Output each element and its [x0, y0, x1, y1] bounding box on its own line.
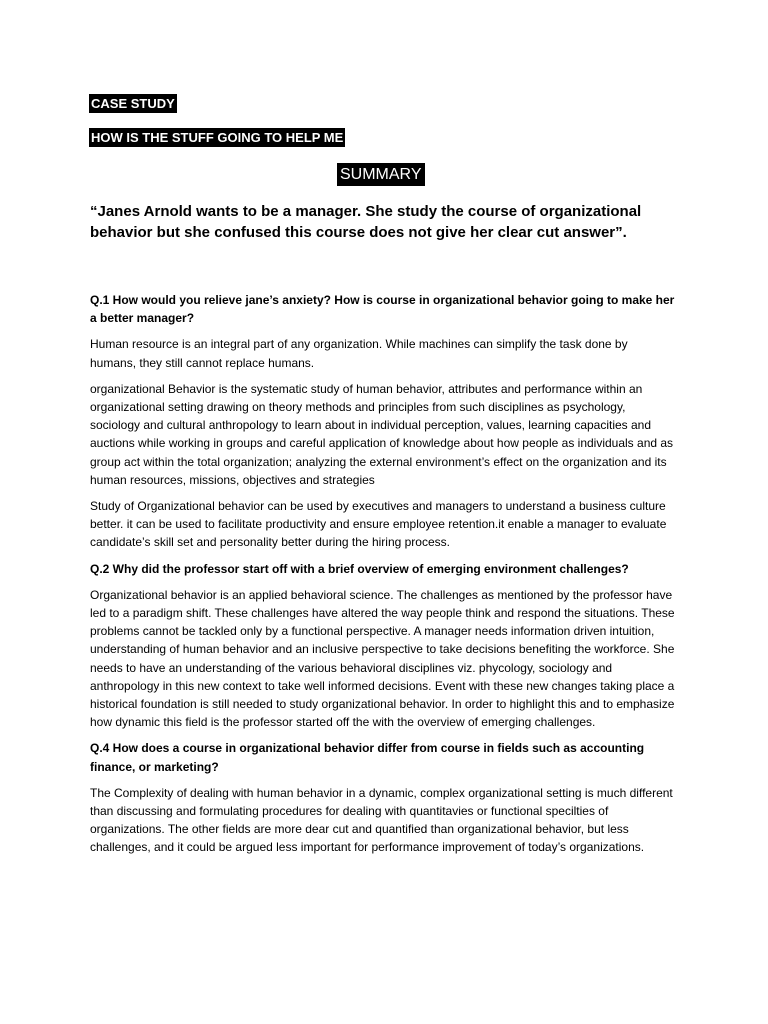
answer-paragraph: Organizational behavior is an applied behavioral science. The challenges as mentioned by the professor have led to a paradigm shift. These challenges have altered the way people think and respond the situations. These problems cannot be tackled only by a functional perspective. A manager needs information driven intuition, understanding of human behavior and an inclusive perspective to take decisions benefiting the workforce. She needs to have an understanding of the various behavioral disciplines viz. phycology, sociology and anthropology in this new context to take well informed decisions. Event with these new changes taking place a historical foundation is still needed to study organizational behavior. In order to highlight this and to emphasize how dynamic this field is the professor started off the with the overview of emerging challenges.: [90, 587, 675, 730]
document-body: [90, 291, 675, 865]
question-2: Q.2 Why did the professor start off with a brief overview of emerging environment challenges?: [90, 561, 629, 576]
summary-heading: SUMMARY: [337, 163, 425, 186]
answer-paragraph: Study of Organizational behavior can be used by executives and managers to understand a business culture better. it can be used to facilitate productivity and ensure employee retention.it enable a manager to evaluate candidate’s skill set and personality better during the hiring process.: [90, 499, 667, 550]
question-4: Q.4 How does a course in organizational behavior differ from course in fields such as accounting finance, or marketing?: [90, 741, 645, 774]
case-study-heading: CASE STUDY: [91, 96, 175, 111]
answer-paragraph: organizational Behavior is the systematic study of human behavior, attributes and performance within an organizational setting drawing on theory methods and principles from such disciplines as psychology, sociology and cultural anthropology to learn about in individual perception, values, learning capacities and auctions while working in groups and careful application of knowledge about how people as individuals and as group act within the total organization; analyzing the external environment’s effect on the organization and its human resources, missions, objectives and strategies: [90, 381, 674, 487]
subtitle-heading: HOW IS THE STUFF GOING TO HELP ME: [91, 130, 344, 145]
answer-paragraph: Human resource is an integral part of any organization. While machines can simplify the task done by humans, they still cannot replace humans.: [90, 337, 628, 370]
question-1: Q.1 How would you relieve jane’s anxiety? How is course in organizational behavior going to make her a better manager?: [90, 293, 675, 326]
case-quote: “Janes Arnold wants to be a manager. She study the course of organizational behavior but she confused this course does not give her clear cut answer”.: [90, 203, 642, 241]
answer-paragraph: The Complexity of dealing with human behavior in a dynamic, complex organizational setting is much different than discussing and formulating procedures for dealing with quantitavies or functional specilties of organizations. The other fields are more dear cut and quantified than organizational behavior, but less challenges, and it could be argued less important for performance improvement of today’s organizations.: [90, 785, 673, 855]
